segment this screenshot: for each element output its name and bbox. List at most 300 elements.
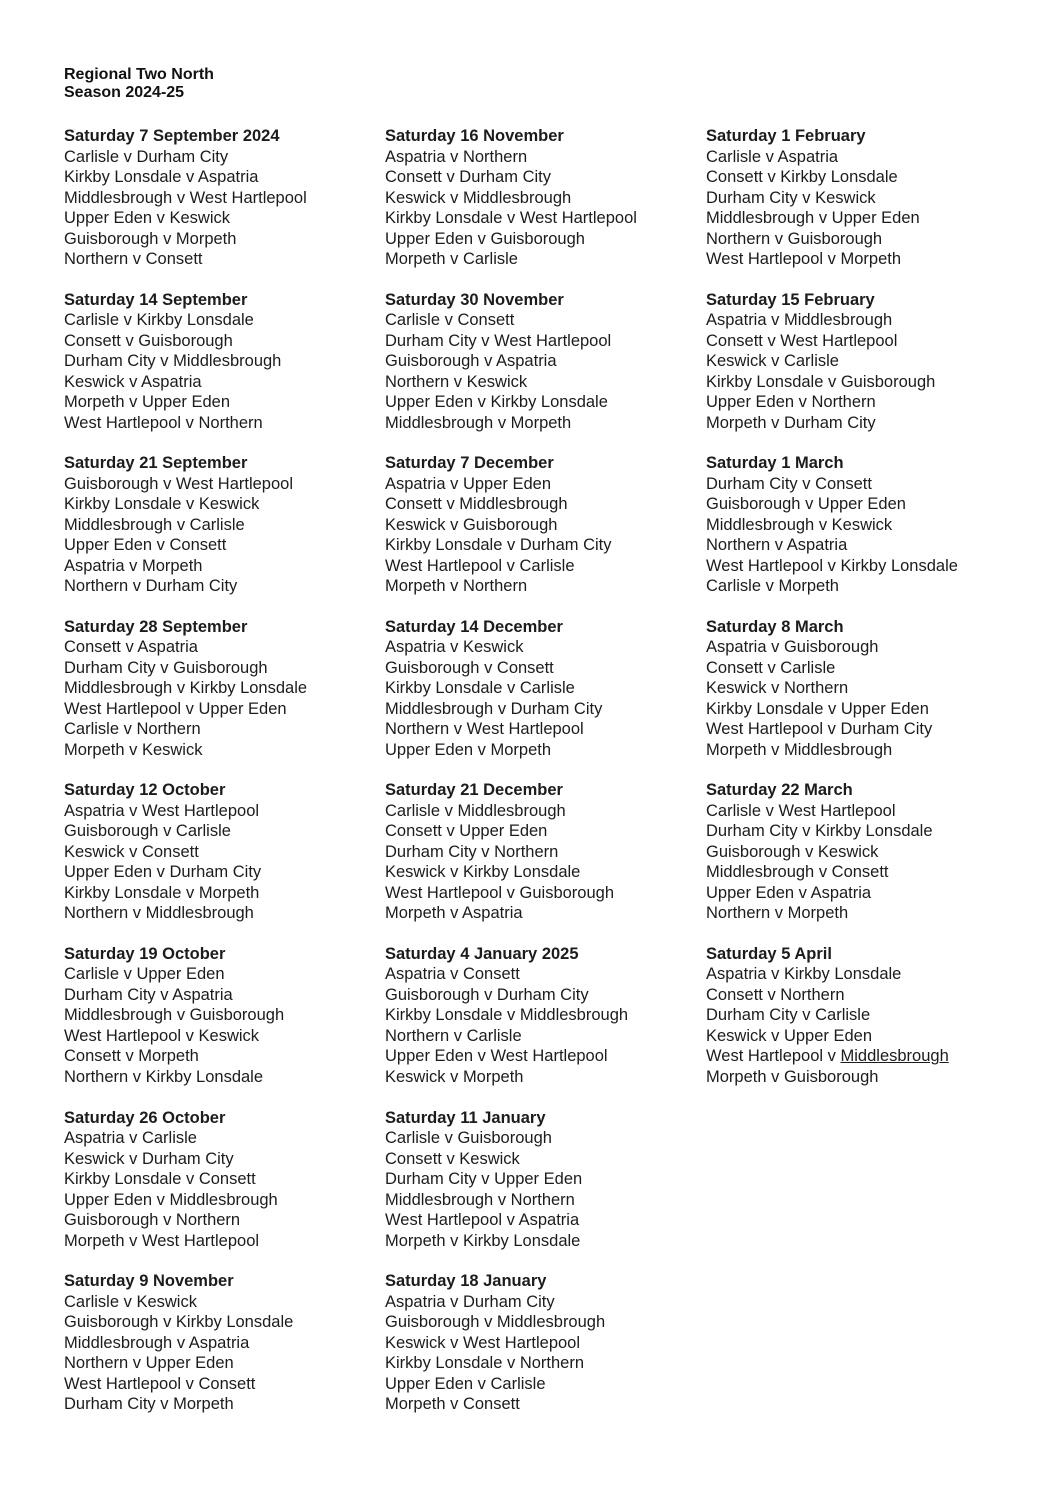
away-team: Consett <box>141 842 199 861</box>
versus-separator: v <box>797 1006 816 1025</box>
fixture-line <box>385 392 695 413</box>
fixture-line <box>706 392 1036 413</box>
round-date: Saturday 30 November <box>385 290 564 309</box>
versus-separator: v <box>502 1354 520 1373</box>
versus-separator: v <box>172 1333 189 1352</box>
away-team: Keswick <box>815 188 876 207</box>
home-team: Aspatria <box>385 638 446 657</box>
versus-separator: v <box>172 1006 190 1025</box>
versus-separator: v <box>766 740 784 759</box>
away-team: Guisborough <box>783 1067 879 1086</box>
fixture-line <box>64 351 374 372</box>
fixture-line <box>385 985 695 1006</box>
fixture-line <box>64 515 374 536</box>
home-team: Durham City <box>64 1395 156 1414</box>
away-team: Carlisle <box>175 822 231 841</box>
fixture-line <box>64 1046 374 1067</box>
versus-separator: v <box>766 638 784 657</box>
fixture-line <box>385 1210 695 1231</box>
fixture-line <box>64 678 374 699</box>
home-team: Durham City <box>706 474 798 493</box>
away-team: West Hartlepool <box>466 720 584 739</box>
fixture-line <box>64 801 374 822</box>
fixture-line <box>706 985 1036 1006</box>
fixture-round <box>64 780 374 944</box>
fixture-line <box>64 535 374 556</box>
home-team: West Hartlepool <box>706 720 824 739</box>
fixture-line <box>706 249 1036 270</box>
fixture-round <box>64 453 374 617</box>
fixture-line <box>385 1169 695 1190</box>
fixture-column-1 <box>64 126 374 1435</box>
fixture-line <box>706 862 1036 883</box>
versus-separator: v <box>479 658 497 677</box>
away-team: Upper Eden <box>145 1354 234 1373</box>
away-team: Middlesbrough <box>169 1190 278 1209</box>
home-team: West Hartlepool <box>706 556 824 575</box>
fixture-line <box>64 1169 374 1190</box>
fixture-line <box>706 188 1036 209</box>
fixture-round <box>385 1271 695 1435</box>
versus-separator: v <box>770 904 788 923</box>
fixture-round <box>64 617 374 781</box>
fixture-line <box>385 167 695 188</box>
fixture-line <box>385 1292 695 1313</box>
versus-separator: v <box>766 1026 784 1045</box>
away-team: Durham City <box>141 1149 234 1168</box>
versus-separator: v <box>441 822 460 841</box>
home-team: Morpeth <box>64 740 125 759</box>
home-team: Northern <box>706 904 771 923</box>
fixture-line <box>64 1353 374 1374</box>
fixture-line <box>706 413 1036 434</box>
versus-separator: v <box>476 842 495 861</box>
home-team: Middlesbrough <box>64 1333 173 1352</box>
away-team: Carlisle <box>466 1026 522 1045</box>
fixture-line <box>385 188 695 209</box>
fixture-line <box>64 1149 374 1170</box>
home-team: Middlesbrough <box>64 679 173 698</box>
home-team: Guisborough <box>385 658 480 677</box>
fixture-round <box>706 944 1036 1108</box>
home-team: Guisborough <box>706 842 801 861</box>
fixture-line <box>706 494 1036 515</box>
fixture-line <box>64 372 374 393</box>
fixture-line <box>385 1026 695 1047</box>
away-team: Keswick <box>466 372 528 391</box>
away-team: Northern <box>175 1211 241 1230</box>
home-team: Kirkby Lonsdale <box>706 699 824 718</box>
versus-separator: v <box>158 1313 176 1332</box>
fixture-line <box>706 576 1036 597</box>
home-team: Carlisle <box>385 311 441 330</box>
versus-separator: v <box>158 1211 176 1230</box>
away-team: West Hartlepool <box>494 331 612 350</box>
versus-separator: v <box>766 1067 784 1086</box>
fixture-line <box>385 556 695 577</box>
fixture-line <box>385 719 695 740</box>
versus-separator: v <box>766 311 784 330</box>
away-team: Guisborough <box>519 883 614 902</box>
home-team: Aspatria <box>706 311 767 330</box>
away-team: Aspatria <box>777 147 839 166</box>
versus-separator: v <box>445 577 463 596</box>
away-team: Kirkby Lonsdale <box>462 1231 581 1250</box>
fixture-line <box>64 576 374 597</box>
fixture-line <box>64 1312 374 1333</box>
home-team: Aspatria <box>385 1292 446 1311</box>
away-team: Consett <box>145 250 203 268</box>
fixture-line <box>385 147 695 168</box>
away-team: Kirkby Lonsdale <box>815 822 933 841</box>
home-team: Aspatria <box>64 801 125 820</box>
home-team: Upper Eden <box>385 229 474 248</box>
away-team: Middlesbrough <box>457 801 566 820</box>
versus-separator: v <box>823 556 841 575</box>
home-team: Guisborough <box>64 1211 159 1230</box>
away-team: Upper Eden <box>494 1170 583 1189</box>
fixture-round <box>385 1108 695 1272</box>
round-date: Saturday 26 October <box>64 1108 226 1127</box>
fixture-line <box>706 842 1036 863</box>
round-date: Saturday 4 January 2025 <box>385 944 579 963</box>
away-team: Morpeth <box>778 577 839 596</box>
home-team: Durham City <box>385 1170 477 1189</box>
versus-separator: v <box>445 965 463 984</box>
fixture-round <box>385 126 695 290</box>
fixture-line <box>706 208 1036 229</box>
fixture-line <box>385 1190 695 1211</box>
fixture-line <box>706 740 1036 761</box>
home-team: West Hartlepool <box>706 1047 824 1066</box>
fixture-round <box>64 944 374 1108</box>
versus-separator: v <box>797 822 816 841</box>
versus-separator: v <box>158 822 176 841</box>
fixture-line <box>706 229 1036 250</box>
away-team: Northern <box>462 577 528 596</box>
fixture-line <box>706 331 1036 352</box>
page-header <box>64 66 214 102</box>
fixture-line <box>706 474 1036 495</box>
versus-separator: v <box>449 1026 467 1045</box>
home-team: Consett <box>64 1047 121 1066</box>
versus-separator: v <box>124 740 142 759</box>
fixture-line <box>385 842 695 863</box>
away-team: West Hartlepool <box>175 474 293 493</box>
away-team: Carlisle <box>780 658 836 677</box>
fixture-line <box>706 801 1036 822</box>
versus-separator: v <box>445 1333 463 1352</box>
versus-separator: v <box>445 863 463 882</box>
versus-separator: v <box>152 209 170 227</box>
season-label: Season 2024-25 <box>64 84 185 101</box>
versus-separator: v <box>155 658 174 677</box>
home-team: Morpeth <box>385 1231 446 1250</box>
away-team: Northern <box>136 720 201 739</box>
home-team: West Hartlepool <box>64 699 182 718</box>
fixture-line <box>385 331 695 352</box>
away-team: Upper Eden <box>136 965 225 984</box>
round-date: Saturday 8 March <box>706 617 844 636</box>
away-team: Morpeth <box>510 413 572 432</box>
versus-separator: v <box>172 679 190 698</box>
versus-separator: v <box>155 1395 174 1414</box>
away-team: West Hartlepool <box>780 331 898 350</box>
fixture-line <box>64 1374 374 1395</box>
fixture-line <box>385 576 695 597</box>
versus-separator: v <box>473 393 491 412</box>
away-team: Keswick <box>831 515 893 534</box>
away-team: Consett <box>198 1374 256 1393</box>
fixture-line <box>385 1231 695 1252</box>
fixture-line <box>64 188 374 209</box>
fixture-round <box>64 1271 374 1435</box>
versus-separator: v <box>493 1190 511 1209</box>
home-team: West Hartlepool <box>64 413 182 432</box>
fixture-round <box>706 617 1036 781</box>
versus-separator: v <box>120 1047 139 1066</box>
round-date: Saturday 7 December <box>385 454 554 473</box>
fixture-line <box>385 351 695 372</box>
home-team: Northern <box>385 720 450 739</box>
fixture-line <box>385 862 695 883</box>
versus-separator: v <box>800 842 818 861</box>
home-team: Carlisle <box>706 801 762 820</box>
away-team: Guisborough <box>173 658 268 677</box>
fixture-line <box>385 1374 695 1395</box>
home-team: Upper Eden <box>385 1374 474 1393</box>
versus-separator: v <box>172 188 190 207</box>
away-team: Carlisle <box>815 1006 871 1025</box>
home-team: Keswick <box>706 352 767 371</box>
versus-separator: v <box>440 311 458 330</box>
versus-separator: v <box>766 679 784 698</box>
versus-separator: v <box>814 863 832 882</box>
home-team: Northern <box>64 250 129 268</box>
away-team: Morpeth <box>141 556 203 575</box>
round-date: Saturday 7 September 2024 <box>64 127 280 145</box>
home-team: Upper Eden <box>64 1190 153 1209</box>
versus-separator: v <box>473 1047 491 1066</box>
versus-separator: v <box>128 250 146 268</box>
versus-separator: v <box>761 801 779 820</box>
home-team: Keswick <box>385 863 446 882</box>
away-team: Carlisle <box>783 352 839 371</box>
fixture-line <box>385 637 695 658</box>
away-team: Keswick <box>198 495 260 514</box>
home-team: Aspatria <box>64 1129 125 1148</box>
away-team: Consett <box>831 863 889 882</box>
away-team: Kirkby Lonsdale <box>840 556 958 575</box>
home-team: Consett <box>706 658 763 677</box>
round-date: Saturday 18 January <box>385 1272 547 1291</box>
fixture-line <box>706 821 1036 842</box>
fixture-line <box>706 1046 1036 1067</box>
fixture-line <box>64 842 374 863</box>
versus-separator: v <box>762 168 781 186</box>
home-team: Durham City <box>385 842 477 861</box>
versus-separator: v <box>172 515 190 534</box>
versus-separator: v <box>476 331 495 350</box>
fixture-line <box>385 1046 695 1067</box>
home-team: Kirkby Lonsdale <box>385 1006 503 1025</box>
fixture-line <box>64 699 374 720</box>
away-team: Durham City <box>459 168 551 186</box>
fixture-line <box>385 1149 695 1170</box>
fixture-line <box>64 883 374 904</box>
away-team: Carlisle <box>519 556 575 575</box>
home-team: Northern <box>64 577 129 596</box>
home-team: Middlesbrough <box>706 209 815 227</box>
away-team: Middlesbrough <box>840 1047 949 1066</box>
away-team: Guisborough <box>490 229 585 248</box>
home-team: Upper Eden <box>385 1047 474 1066</box>
home-team: Upper Eden <box>64 536 153 555</box>
versus-separator: v <box>473 740 491 759</box>
fixture-line <box>385 658 695 679</box>
document-title: Regional Two North <box>64 66 214 83</box>
away-team: Keswick <box>198 1026 260 1045</box>
fixture-line <box>706 351 1036 372</box>
fixture-line <box>706 903 1036 924</box>
away-team: Durham City <box>783 413 876 432</box>
fixture-round <box>706 290 1036 454</box>
away-team: Aspatria <box>188 1333 250 1352</box>
fixture-line <box>64 1128 374 1149</box>
fixture-line <box>64 208 374 229</box>
fixture-line <box>64 392 374 413</box>
away-team: Guisborough <box>783 638 879 657</box>
round-date: Saturday 21 September <box>64 454 248 473</box>
versus-separator: v <box>155 985 173 1004</box>
fixture-line <box>64 413 374 434</box>
away-team: Consett <box>169 536 227 555</box>
home-team: Upper Eden <box>385 393 474 412</box>
away-team: West Hartlepool <box>462 1333 581 1352</box>
fixture-line <box>706 147 1036 168</box>
home-team: Durham City <box>385 331 477 350</box>
home-team: Consett <box>385 1149 442 1168</box>
home-team: Keswick <box>385 1067 446 1086</box>
away-team: Keswick <box>169 209 230 227</box>
away-team: Durham City <box>145 577 238 596</box>
home-team: West Hartlepool <box>385 883 503 902</box>
away-team: Upper Eden <box>462 474 552 493</box>
versus-separator: v <box>441 1149 460 1168</box>
home-team: Morpeth <box>385 904 446 923</box>
versus-separator: v <box>502 209 520 227</box>
away-team: Morpeth <box>138 1047 199 1066</box>
fixture-line <box>385 229 695 250</box>
fixture-line <box>64 474 374 495</box>
away-team: Carlisle <box>189 515 245 534</box>
fixture-line <box>385 372 695 393</box>
away-team: Morpeth <box>173 1395 234 1414</box>
fixture-round <box>385 617 695 781</box>
away-team: Kirkby Lonsdale <box>136 311 254 330</box>
away-team: Aspatria <box>786 536 848 555</box>
fixture-line <box>64 821 374 842</box>
home-team: Aspatria <box>706 638 767 657</box>
away-team: Consett <box>815 474 872 493</box>
fixture-line <box>385 699 695 720</box>
versus-separator: v <box>445 147 463 166</box>
versus-separator: v <box>794 883 811 902</box>
away-team: Kirkby Lonsdale <box>780 168 898 186</box>
round-date: Saturday 11 January <box>385 1108 546 1127</box>
fixture-line <box>385 821 695 842</box>
versus-separator: v <box>158 229 176 248</box>
fixture-line <box>64 1231 374 1252</box>
round-date: Saturday 1 February <box>706 127 866 145</box>
versus-separator: v <box>762 658 781 677</box>
versus-separator: v <box>502 679 520 698</box>
versus-separator: v <box>128 904 146 923</box>
home-team: Guisborough <box>385 352 480 371</box>
versus-separator: v <box>445 188 463 207</box>
away-team: West Hartlepool <box>778 801 896 820</box>
home-team: West Hartlepool <box>706 250 824 268</box>
home-team: Kirkby Lonsdale <box>64 883 182 902</box>
versus-separator: v <box>473 229 491 248</box>
home-team: Morpeth <box>64 393 125 412</box>
home-team: Durham City <box>706 188 798 207</box>
away-team: Aspatria <box>141 372 202 391</box>
versus-separator: v <box>119 1292 137 1311</box>
away-team: Aspatria <box>810 883 872 902</box>
fixture-line <box>706 372 1036 393</box>
away-team: West Hartlepool <box>189 188 307 207</box>
fixture-line <box>385 535 695 556</box>
home-team: Keswick <box>706 1026 767 1045</box>
fixture-column-2 <box>385 126 695 1435</box>
versus-separator: v <box>449 720 467 739</box>
fixture-line <box>385 883 695 904</box>
fixture-line <box>385 903 695 924</box>
fixture-line <box>706 883 1036 904</box>
home-team: Keswick <box>385 515 446 534</box>
versus-separator: v <box>476 1170 495 1189</box>
home-team: Consett <box>706 168 763 186</box>
fixture-line <box>385 474 695 495</box>
home-team: Middlesbrough <box>385 1190 494 1209</box>
away-team: Morpeth <box>175 229 237 248</box>
home-team: Consett <box>385 495 442 514</box>
home-team: Guisborough <box>385 1313 480 1332</box>
versus-separator: v <box>158 474 176 493</box>
round-date: Saturday 28 September <box>64 617 248 636</box>
round-date: Saturday 14 December <box>385 617 563 636</box>
fixture-line <box>706 1026 1036 1047</box>
away-team: Consett <box>457 311 515 330</box>
fixture-line <box>385 740 695 761</box>
versus-separator: v <box>502 536 520 555</box>
home-team: Keswick <box>385 188 446 207</box>
home-team: Morpeth <box>385 577 446 596</box>
fixture-line <box>706 515 1036 536</box>
away-team: Northern <box>198 413 263 432</box>
fixture-line <box>385 249 695 270</box>
versus-separator: v <box>124 1149 142 1168</box>
home-team: Carlisle <box>385 1129 441 1148</box>
home-team: Upper Eden <box>706 883 795 902</box>
versus-separator: v <box>823 372 841 391</box>
away-team: Durham City <box>136 147 229 166</box>
fixture-line <box>706 167 1036 188</box>
versus-separator: v <box>128 1067 146 1086</box>
versus-separator: v <box>155 352 174 371</box>
fixture-round <box>706 453 1036 617</box>
